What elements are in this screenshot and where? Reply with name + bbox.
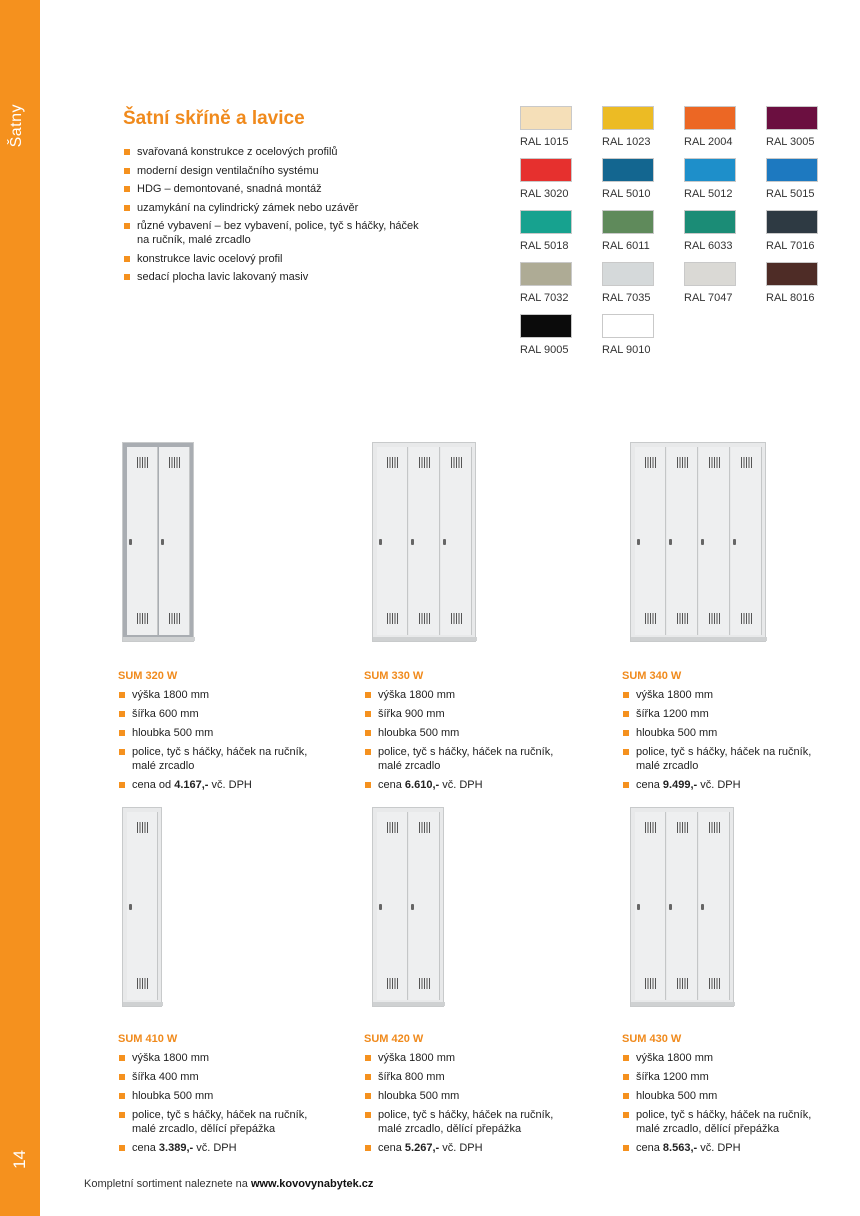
section-label: Šatny bbox=[8, 104, 25, 148]
product-sum-410 bbox=[118, 805, 338, 1160]
locker-body bbox=[122, 807, 162, 1007]
price: cena 6.610,- vč. DPH bbox=[364, 778, 584, 792]
ral-label: RAL 3020 bbox=[520, 188, 569, 200]
ral-swatch bbox=[602, 262, 684, 312]
locker-image bbox=[622, 440, 842, 670]
feature-item: svařovaná konstrukce z ocelových profilů bbox=[123, 145, 423, 159]
ral-swatch bbox=[602, 106, 684, 156]
color-chip bbox=[602, 158, 654, 182]
color-chip bbox=[684, 106, 736, 130]
vent-icon bbox=[137, 822, 149, 833]
ral-swatch bbox=[684, 158, 766, 208]
spec-item: hloubka 500 mm bbox=[364, 726, 584, 740]
spec-list bbox=[118, 688, 338, 792]
ral-swatch bbox=[520, 314, 602, 364]
locker-base bbox=[123, 1002, 163, 1006]
spec-list bbox=[364, 1051, 584, 1155]
locker-base bbox=[631, 1002, 735, 1006]
ral-label: RAL 7032 bbox=[520, 292, 569, 304]
ral-label: RAL 6033 bbox=[684, 240, 733, 252]
color-chip bbox=[602, 210, 654, 234]
price-value: 5.267,- bbox=[404, 1142, 440, 1154]
website-link[interactable]: www.kovovynabytek.cz bbox=[250, 1178, 374, 1190]
spec-item: hloubka 500 mm bbox=[622, 726, 842, 740]
vent-icon bbox=[169, 457, 181, 468]
locker-door bbox=[127, 812, 158, 1000]
price: cena 3.389,- vč. DPH bbox=[118, 1141, 338, 1155]
locker-door bbox=[635, 812, 666, 1000]
vent-icon bbox=[709, 457, 721, 468]
price-value: 6.610,- bbox=[404, 779, 440, 791]
lock-handle-icon bbox=[701, 539, 704, 545]
ral-swatch bbox=[520, 158, 602, 208]
spec-item: šířka 1200 mm bbox=[622, 707, 842, 721]
ral-label: RAL 7047 bbox=[684, 292, 733, 304]
color-chip bbox=[766, 262, 818, 286]
vent-icon bbox=[645, 457, 657, 468]
locker-image bbox=[622, 805, 842, 1033]
price: cena 5.267,- vč. DPH bbox=[364, 1141, 584, 1155]
vent-icon bbox=[387, 613, 399, 624]
lock-handle-icon bbox=[379, 539, 382, 545]
vent-icon bbox=[169, 613, 181, 624]
color-chip bbox=[520, 262, 572, 286]
product-sum-420 bbox=[364, 805, 584, 1160]
spec-item: šířka 600 mm bbox=[118, 707, 338, 721]
vent-icon bbox=[137, 613, 149, 624]
page-title: Šatní skříně a lavice bbox=[123, 108, 305, 129]
spec-item: výška 1800 mm bbox=[622, 688, 842, 702]
lock-handle-icon bbox=[411, 904, 414, 910]
lock-handle-icon bbox=[411, 539, 414, 545]
product-sum-330 bbox=[364, 440, 584, 797]
side-tab bbox=[0, 0, 40, 1216]
lock-handle-icon bbox=[161, 539, 164, 545]
locker-body bbox=[372, 442, 476, 642]
vent-icon bbox=[419, 822, 431, 833]
ral-label: RAL 7035 bbox=[602, 292, 651, 304]
color-chip bbox=[766, 210, 818, 234]
product-sum-320 bbox=[118, 440, 338, 797]
vent-icon bbox=[645, 613, 657, 624]
lock-handle-icon bbox=[637, 904, 640, 910]
spec-item: výška 1800 mm bbox=[364, 688, 584, 702]
vent-icon bbox=[677, 978, 689, 989]
locker-image bbox=[118, 805, 338, 1033]
vent-icon bbox=[709, 822, 721, 833]
locker-image bbox=[118, 440, 338, 670]
product-name: SUM 330 W bbox=[364, 670, 424, 682]
ral-label: RAL 5010 bbox=[602, 188, 651, 200]
feature-item: různé vybavení – bez vybavení, police, tyč s háčky, háček na ručník, malé zrcadlo bbox=[123, 219, 423, 247]
locker-door bbox=[409, 812, 440, 1000]
ral-swatch bbox=[602, 314, 684, 364]
color-chip bbox=[684, 158, 736, 182]
feature-item: HDG – demontované, snadná montáž bbox=[123, 182, 423, 196]
price-value: 8.563,- bbox=[662, 1142, 698, 1154]
vent-icon bbox=[709, 978, 721, 989]
vent-icon bbox=[741, 613, 753, 624]
ral-label: RAL 8016 bbox=[766, 292, 815, 304]
color-chip bbox=[766, 106, 818, 130]
lock-handle-icon bbox=[129, 539, 132, 545]
ral-label: RAL 7016 bbox=[766, 240, 815, 252]
vent-icon bbox=[677, 822, 689, 833]
feature-item: moderní design ventilačního systému bbox=[123, 164, 423, 178]
ral-swatch bbox=[684, 210, 766, 260]
color-chip bbox=[520, 314, 572, 338]
page-number: 14 bbox=[10, 1150, 29, 1169]
color-chip bbox=[520, 158, 572, 182]
spec-item: police, tyč s háčky, háček na ručník, malé zrcadlo, dělící přepážka bbox=[622, 1108, 831, 1136]
locker-image bbox=[364, 440, 584, 670]
price-value: 3.389,- bbox=[158, 1142, 194, 1154]
price-value: 9.499,- bbox=[662, 779, 698, 791]
vent-icon bbox=[451, 457, 463, 468]
feature-list bbox=[123, 145, 423, 289]
spec-item: hloubka 500 mm bbox=[622, 1089, 842, 1103]
vent-icon bbox=[419, 457, 431, 468]
spec-item: police, tyč s háčky, háček na ručník, malé zrcadlo bbox=[118, 745, 327, 773]
ral-swatch bbox=[766, 106, 848, 156]
ral-label: RAL 5015 bbox=[766, 188, 815, 200]
vent-icon bbox=[709, 613, 721, 624]
vent-icon bbox=[137, 457, 149, 468]
ral-swatch bbox=[684, 106, 766, 156]
color-chip bbox=[520, 210, 572, 234]
product-sum-340 bbox=[622, 440, 842, 797]
ral-swatch bbox=[684, 262, 766, 312]
spec-item: šířka 800 mm bbox=[364, 1070, 584, 1084]
locker-door bbox=[377, 812, 408, 1000]
product-name: SUM 340 W bbox=[622, 670, 682, 682]
vent-icon bbox=[451, 613, 463, 624]
locker-door bbox=[667, 812, 698, 1000]
price: cena 9.499,- vč. DPH bbox=[622, 778, 842, 792]
ral-label: RAL 1023 bbox=[602, 136, 651, 148]
feature-item: uzamykání na cylindrický zámek nebo uzávěr bbox=[123, 201, 423, 215]
spec-item: hloubka 500 mm bbox=[364, 1089, 584, 1103]
locker-base bbox=[631, 637, 767, 641]
vent-icon bbox=[387, 457, 399, 468]
spec-item: šířka 400 mm bbox=[118, 1070, 338, 1084]
locker-base bbox=[123, 637, 195, 641]
ral-label: RAL 9005 bbox=[520, 344, 569, 356]
spec-item: hloubka 500 mm bbox=[118, 726, 338, 740]
spec-list bbox=[622, 688, 842, 792]
spec-item: výška 1800 mm bbox=[622, 1051, 842, 1065]
spec-item: výška 1800 mm bbox=[118, 1051, 338, 1065]
ral-swatch bbox=[602, 210, 684, 260]
vent-icon bbox=[645, 978, 657, 989]
price-value: 4.167,- bbox=[174, 779, 209, 791]
color-chip bbox=[602, 314, 654, 338]
feature-item: konstrukce lavic ocelový profil bbox=[123, 252, 423, 266]
color-chip bbox=[602, 262, 654, 286]
locker-door bbox=[635, 447, 666, 635]
ral-swatch bbox=[602, 158, 684, 208]
product-name: SUM 320 W bbox=[118, 670, 178, 682]
vent-icon bbox=[645, 822, 657, 833]
price: cena 8.563,- vč. DPH bbox=[622, 1141, 842, 1155]
locker-door bbox=[667, 447, 698, 635]
spec-list bbox=[622, 1051, 842, 1155]
footer bbox=[84, 1178, 373, 1190]
locker-base bbox=[373, 637, 477, 641]
lock-handle-icon bbox=[733, 539, 736, 545]
product-name: SUM 430 W bbox=[622, 1033, 682, 1045]
locker-door bbox=[441, 447, 472, 635]
locker-base bbox=[373, 1002, 445, 1006]
ral-label: RAL 2004 bbox=[684, 136, 733, 148]
locker-door bbox=[127, 447, 158, 635]
spec-item: šířka 900 mm bbox=[364, 707, 584, 721]
feature-item: sedací plocha lavic lakovaný masiv bbox=[123, 270, 423, 284]
lock-handle-icon bbox=[129, 904, 132, 910]
ral-swatch bbox=[766, 262, 848, 312]
vent-icon bbox=[419, 978, 431, 989]
color-chip bbox=[684, 262, 736, 286]
locker-door bbox=[699, 812, 730, 1000]
ral-swatch bbox=[766, 210, 848, 260]
spec-item: police, tyč s háčky, háček na ručník, malé zrcadlo, dělící přepážka bbox=[364, 1108, 573, 1136]
lock-handle-icon bbox=[669, 904, 672, 910]
color-chip bbox=[602, 106, 654, 130]
spec-item: police, tyč s háčky, háček na ručník, malé zrcadlo bbox=[364, 745, 573, 773]
color-chip bbox=[684, 210, 736, 234]
vent-icon bbox=[677, 613, 689, 624]
locker-door bbox=[699, 447, 730, 635]
spec-item: police, tyč s háčky, háček na ručník, malé zrcadlo bbox=[622, 745, 831, 773]
locker-body bbox=[630, 807, 734, 1007]
locker-body bbox=[372, 807, 444, 1007]
product-name: SUM 410 W bbox=[118, 1033, 178, 1045]
ral-swatch bbox=[520, 262, 602, 312]
ral-label: RAL 5012 bbox=[684, 188, 733, 200]
spec-item: police, tyč s háčky, háček na ručník, malé zrcadlo, dělící přepážka bbox=[118, 1108, 327, 1136]
vent-icon bbox=[677, 457, 689, 468]
footer-text: Kompletní sortiment naleznete na bbox=[84, 1178, 251, 1190]
ral-swatch bbox=[766, 158, 848, 208]
lock-handle-icon bbox=[637, 539, 640, 545]
vent-icon bbox=[741, 457, 753, 468]
spec-item: šířka 1200 mm bbox=[622, 1070, 842, 1084]
ral-swatch bbox=[520, 210, 602, 260]
color-chip bbox=[520, 106, 572, 130]
product-name: SUM 420 W bbox=[364, 1033, 424, 1045]
vent-icon bbox=[419, 613, 431, 624]
vent-icon bbox=[387, 978, 399, 989]
lock-handle-icon bbox=[669, 539, 672, 545]
ral-label: RAL 1015 bbox=[520, 136, 569, 148]
vent-icon bbox=[137, 978, 149, 989]
ral-label: RAL 6011 bbox=[602, 240, 650, 252]
locker-image bbox=[364, 805, 584, 1033]
ral-label: RAL 9010 bbox=[602, 344, 651, 356]
locker-door bbox=[409, 447, 440, 635]
product-sum-430 bbox=[622, 805, 842, 1160]
locker-door bbox=[377, 447, 408, 635]
vent-icon bbox=[387, 822, 399, 833]
color-chip bbox=[766, 158, 818, 182]
spec-item: hloubka 500 mm bbox=[118, 1089, 338, 1103]
locker-door bbox=[159, 447, 190, 635]
lock-handle-icon bbox=[443, 539, 446, 545]
locker-door bbox=[731, 447, 762, 635]
spec-item: výška 1800 mm bbox=[118, 688, 338, 702]
locker-body bbox=[630, 442, 766, 642]
lock-handle-icon bbox=[379, 904, 382, 910]
ral-swatch bbox=[520, 106, 602, 156]
spec-list bbox=[364, 688, 584, 792]
price: cena od 4.167,- vč. DPH bbox=[118, 778, 338, 792]
spec-list bbox=[118, 1051, 338, 1155]
spec-item: výška 1800 mm bbox=[364, 1051, 584, 1065]
ral-label: RAL 5018 bbox=[520, 240, 569, 252]
locker-body bbox=[122, 442, 194, 642]
ral-label: RAL 3005 bbox=[766, 136, 815, 148]
lock-handle-icon bbox=[701, 904, 704, 910]
